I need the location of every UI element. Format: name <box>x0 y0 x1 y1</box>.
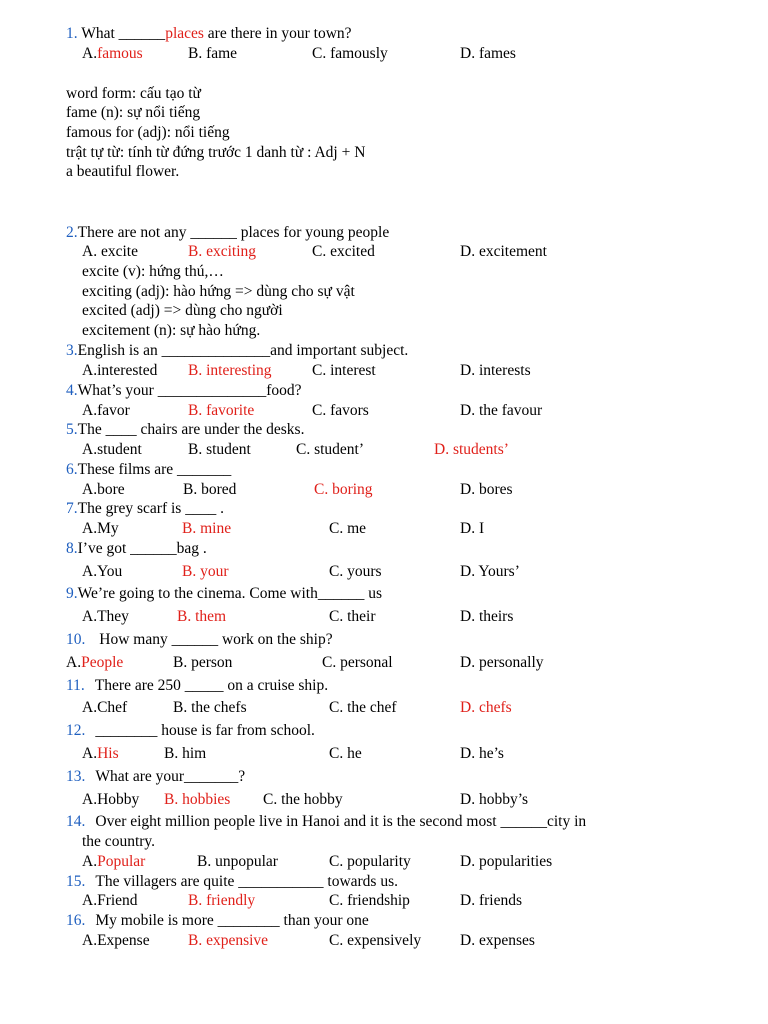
correct-answer: People <box>81 654 124 671</box>
option-d: D. friends <box>460 892 522 909</box>
note-line: exciting (adj): hào hứng => dùng cho sự vật <box>82 283 355 300</box>
option-d: D. excitement <box>460 243 547 260</box>
correct-answer: Popular <box>97 853 146 870</box>
option-a: A.Friend <box>82 892 138 909</box>
question-text: My mobile is more ________ than your one <box>95 912 369 929</box>
question-text: The ____ chairs are under the desks. <box>77 421 305 438</box>
note-line: famous for (adj): nổi tiếng <box>66 124 230 141</box>
option-prefix: A. <box>66 654 82 671</box>
question-number: 11. <box>66 677 85 694</box>
question-text: What ______ <box>81 25 166 42</box>
question-14 <box>66 813 586 831</box>
option-d: D. popularities <box>460 853 553 870</box>
option-b: B. him <box>164 745 207 762</box>
option-d: D. the favour <box>460 402 543 419</box>
question-10 <box>66 631 333 649</box>
question-4 <box>66 382 301 400</box>
option-d: D. theirs <box>460 608 514 625</box>
question-number: 10. <box>66 631 86 648</box>
question-8 <box>66 540 207 558</box>
question-text: ________ house is far from school. <box>95 722 315 739</box>
option-d: D. Yours’ <box>460 563 520 580</box>
question-1 <box>66 25 352 43</box>
note-line: excite (v): hứng thú,… <box>82 263 224 280</box>
option-a: A.Hobby <box>82 791 140 808</box>
question-number: 2. <box>66 224 78 241</box>
option-c: C. he <box>329 745 362 762</box>
correct-answer: B. mine <box>182 520 232 537</box>
question-text: These films are _______ <box>77 461 232 478</box>
correct-answer: D. chefs <box>460 699 512 716</box>
option-a: A.Expense <box>82 932 150 949</box>
question-text: What’s your ______________food? <box>77 382 302 399</box>
option-prefix: A. <box>82 853 98 870</box>
option-a: A. excite <box>82 243 138 260</box>
question-9 <box>66 585 382 603</box>
note-line: excited (adj) => dùng cho người <box>82 302 283 319</box>
correct-answer: B. expensive <box>188 932 269 949</box>
correct-answer: His <box>97 745 119 762</box>
note-line: a beautiful flower. <box>66 163 180 180</box>
option-a: A.interested <box>82 362 158 379</box>
note-line: word form: cấu tạo từ <box>66 85 201 102</box>
option-a <box>66 654 123 672</box>
question-12 <box>66 722 315 740</box>
question-number: 13. <box>66 768 86 785</box>
option-c: C. interest <box>312 362 376 379</box>
question-15 <box>66 873 398 891</box>
question-text: English is an ______________and important subject. <box>77 342 409 359</box>
option-c: C. me <box>329 520 367 537</box>
correct-answer: B. exciting <box>188 243 257 260</box>
question-text: How many ______ work on the ship? <box>99 631 333 648</box>
option-a: A.They <box>82 608 129 625</box>
question-number: 12. <box>66 722 86 739</box>
option-c: C. the chef <box>329 699 397 716</box>
option-d: D. personally <box>460 654 544 671</box>
option-c: C. friendship <box>329 892 410 909</box>
note-line: fame (n): sự nổi tiếng <box>66 104 201 121</box>
option-b: B. bored <box>183 481 237 498</box>
option-c: C. the hobby <box>263 791 343 808</box>
question-number: 16. <box>66 912 86 929</box>
question-text-end: are there in your town? <box>203 25 352 42</box>
option-d: D. fames <box>460 45 516 62</box>
option-a: A.student <box>82 441 142 458</box>
question-text: There are not any ______ places for young people <box>77 224 390 241</box>
option-b: B. fame <box>188 45 238 62</box>
option-a: A.You <box>82 563 123 580</box>
correct-answer: B. friendly <box>188 892 256 909</box>
correct-answer: D. students’ <box>434 441 509 458</box>
option-c: C. personal <box>322 654 393 671</box>
correct-answer: C. boring <box>314 481 373 498</box>
question-number: 3. <box>66 342 78 359</box>
option-d: D. interests <box>460 362 531 379</box>
option-b: B. unpopular <box>197 853 278 870</box>
question-text: The grey scarf is ____ . <box>77 500 224 517</box>
note-line: trật tự từ: tính từ đứng trước 1 danh từ : Adj + N <box>66 144 366 161</box>
question-11 <box>66 677 328 695</box>
correct-answer: famous <box>97 45 143 62</box>
question-number: 7. <box>66 500 78 517</box>
option-c: C. their <box>329 608 376 625</box>
question-5 <box>66 421 304 439</box>
option-d: D. bores <box>460 481 513 498</box>
option-a: A.Chef <box>82 699 128 716</box>
option-prefix: A. <box>82 45 98 62</box>
question-number: 4. <box>66 382 78 399</box>
option-a <box>82 745 119 763</box>
question-number: 5. <box>66 421 78 438</box>
question-text-continued: the country. <box>82 833 156 850</box>
option-c: C. student’ <box>296 441 365 458</box>
note-line: excitement (n): sự hào hứng. <box>82 322 261 339</box>
question-text: The villagers are quite ___________ towards us. <box>95 873 398 890</box>
option-c: C. yours <box>329 563 382 580</box>
option-c: C. favors <box>312 402 369 419</box>
correct-answer: B. them <box>177 608 227 625</box>
correct-answer: B. your <box>182 563 229 580</box>
option-a <box>82 853 145 871</box>
option-a: A.favor <box>82 402 130 419</box>
option-a: A.My <box>82 520 119 537</box>
option-c: C. excited <box>312 243 375 260</box>
correct-answer: B. interesting <box>188 362 272 379</box>
option-a <box>82 45 143 63</box>
question-7 <box>66 500 224 518</box>
question-number: 8. <box>66 540 78 557</box>
question-13 <box>66 768 245 786</box>
correct-answer: B. hobbies <box>164 791 231 808</box>
question-6 <box>66 461 231 479</box>
question-3 <box>66 342 408 360</box>
option-c: C. popularity <box>329 853 411 870</box>
option-d: D. expenses <box>460 932 535 949</box>
question-number: 1. <box>66 25 78 42</box>
option-prefix: A. <box>82 745 98 762</box>
option-b: B. person <box>173 654 233 671</box>
option-a: A.bore <box>82 481 125 498</box>
question-number: 6. <box>66 461 78 478</box>
question-number: 15. <box>66 873 86 890</box>
question-text: Over eight million people live in Hanoi and it is the second most ______city in <box>95 813 587 830</box>
question-answer-fill: places <box>165 25 204 42</box>
question-text: We’re going to the cinema. Come with______ us <box>77 585 383 602</box>
question-text: What are your_______? <box>95 768 246 785</box>
option-c: C. famously <box>312 45 388 62</box>
question-text: There are 250 _____ on a cruise ship. <box>94 677 329 694</box>
option-d: D. I <box>460 520 485 537</box>
question-number: 9. <box>66 585 78 602</box>
option-b: B. the chefs <box>173 699 247 716</box>
option-d: D. he’s <box>460 745 504 762</box>
question-text: I’ve got ______bag . <box>77 540 207 557</box>
question-2 <box>66 224 389 242</box>
option-c: C. expensively <box>329 932 422 949</box>
correct-answer: B. favorite <box>188 402 255 419</box>
option-b: B. student <box>188 441 251 458</box>
option-d: D. hobby’s <box>460 791 529 808</box>
question-16 <box>66 912 369 930</box>
question-number: 14. <box>66 813 86 830</box>
